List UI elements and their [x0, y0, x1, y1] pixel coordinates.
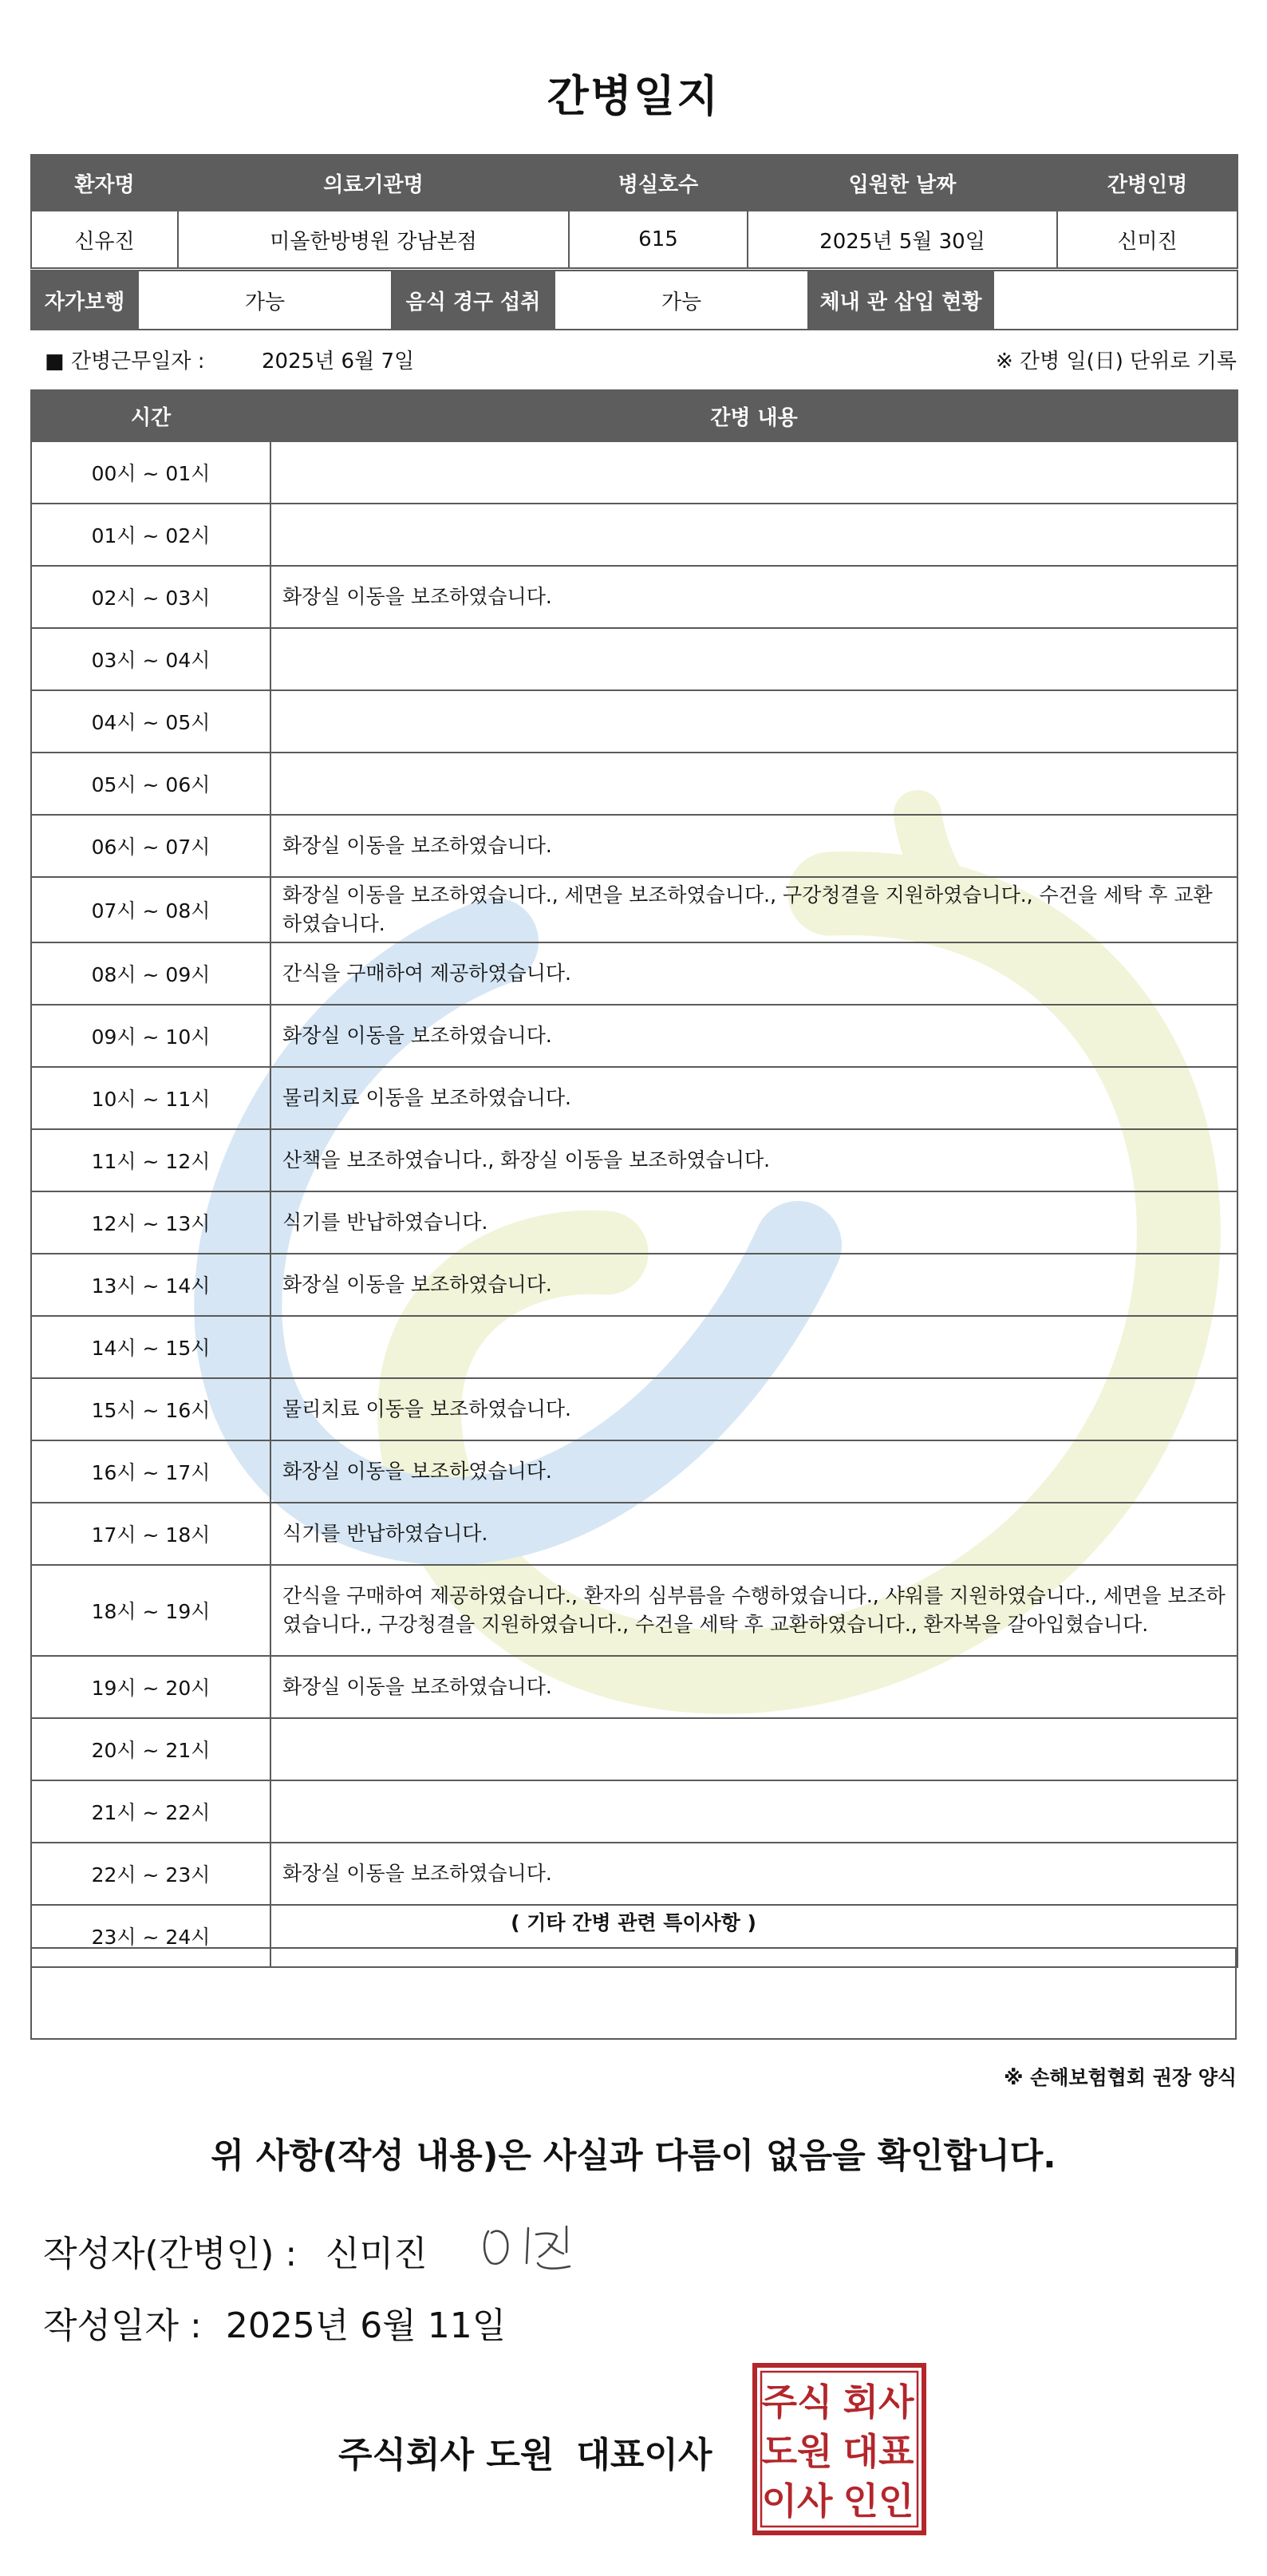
schedule-time: 01시 ~ 02시 [31, 504, 270, 566]
schedule-time: 15시 ~ 16시 [31, 1378, 270, 1440]
schedule-row [31, 628, 1237, 690]
confirmation-statement: 위 사항(작성 내용)은 사실과 다름이 없음을 확인합니다. [211, 2136, 1056, 2176]
care-schedule-table [30, 389, 1238, 1968]
company-role: 대표이사 [576, 2435, 712, 2475]
schedule-row [31, 1316, 1237, 1378]
schedule-row [31, 877, 1237, 942]
schedule-time: 12시 ~ 13시 [31, 1191, 270, 1254]
handwritten-signature [477, 2217, 589, 2281]
svg-text:이사: 이사 [761, 2479, 833, 2523]
tube-value [993, 271, 1237, 330]
schedule-content: 화장실 이동을 보조하였습니다. [270, 566, 1237, 628]
schedule-content [270, 441, 1237, 504]
work-date-label: ■ 간병근무일자 : [45, 350, 205, 373]
schedule-time: 10시 ~ 11시 [31, 1067, 270, 1129]
hospital-name: 미올한방병원 강남본점 [178, 211, 569, 268]
schedule-content: 산책을 보조하였습니다., 화장실 이동을 보조하였습니다. [270, 1129, 1237, 1191]
schedule-content: 식기를 반납하였습니다. [270, 1191, 1237, 1254]
written-date-label: 작성일자 : [43, 2305, 202, 2346]
schedule-row [31, 753, 1237, 815]
schedule-time: 18시 ~ 19시 [31, 1565, 270, 1656]
schedule-content: 화장실 이동을 보조하였습니다. [270, 1254, 1237, 1316]
schedule-row [31, 1656, 1237, 1718]
schedule-time: 09시 ~ 10시 [31, 1005, 270, 1067]
schedule-time: 05시 ~ 06시 [31, 753, 270, 815]
schedule-time: 19시 ~ 20시 [31, 1656, 270, 1718]
schedule-time: 04시 ~ 05시 [31, 690, 270, 753]
schedule-content: 물리치료 이동을 보조하였습니다. [270, 1378, 1237, 1440]
schedule-row [31, 1191, 1237, 1254]
schedule-time: 14시 ~ 15시 [31, 1316, 270, 1378]
company-name: 주식회사 도원 [338, 2435, 555, 2475]
schedule-content: 화장실 이동을 보조하였습니다. [270, 1440, 1237, 1503]
notes-box [30, 1947, 1237, 2040]
schedule-row [31, 1565, 1237, 1656]
header-room-number: 병실호수 [569, 155, 748, 211]
schedule-row [31, 566, 1237, 628]
schedule-content: 화장실 이동을 보조하였습니다., 세면을 보조하였습니다., 구강청결을 지원하였습니다., 수건을 세탁 후 교환하였습니다. [270, 877, 1237, 942]
header-time: 시간 [31, 390, 270, 441]
schedule-row [31, 1440, 1237, 1503]
schedule-time: 03시 ~ 04시 [31, 628, 270, 690]
schedule-time: 00시 ~ 01시 [31, 441, 270, 504]
schedule-row [31, 1718, 1237, 1780]
schedule-row [31, 1129, 1237, 1191]
schedule-content: 화장실 이동을 보조하였습니다. [270, 1843, 1237, 1905]
written-date-line [43, 2297, 506, 2348]
schedule-content: 화장실 이동을 보조하였습니다. [270, 1005, 1237, 1067]
schedule-time: 22시 ~ 23시 [31, 1843, 270, 1905]
page-title: 간병일지 [547, 71, 720, 121]
company-line [338, 2426, 712, 2477]
schedule-time: 20시 ~ 21시 [31, 1718, 270, 1780]
svg-text:도원: 도원 [761, 2430, 833, 2473]
schedule-time: 07시 ~ 08시 [31, 877, 270, 942]
eat-label: 음식 경구 섭취 [392, 271, 555, 330]
writer-label: 작성자(간병인) : [43, 2234, 298, 2274]
schedule-content [270, 1780, 1237, 1843]
schedule-content: 간식을 구매하여 제공하였습니다., 환자의 심부름을 수행하였습니다., 샤워를 지원하였습니다., 세면을 보조하였습니다., 구강청결을 지원하였습니다., 수건을 세탁 후 교환하였습니다., 환자복을 갈아입혔습니다. [270, 1565, 1237, 1656]
schedule-time: 02시 ~ 03시 [31, 566, 270, 628]
header-caregiver-name: 간병인명 [1057, 155, 1237, 211]
schedule-content: 화장실 이동을 보조하였습니다. [270, 1656, 1237, 1718]
schedule-row [31, 1503, 1237, 1565]
svg-text:주식: 주식 [761, 2380, 833, 2424]
schedule-time: 08시 ~ 09시 [31, 942, 270, 1005]
schedule-row [31, 441, 1237, 504]
schedule-content: 간식을 구매하여 제공하였습니다. [270, 942, 1237, 1005]
schedule-time: 16시 ~ 17시 [31, 1440, 270, 1503]
admission-date: 2025년 5월 30일 [748, 211, 1057, 268]
svg-text:대표: 대표 [843, 2430, 914, 2473]
schedule-content [270, 690, 1237, 753]
eat-value: 가능 [555, 271, 808, 330]
schedule-row [31, 1005, 1237, 1067]
schedule-content [270, 628, 1237, 690]
schedule-row [31, 690, 1237, 753]
notes-title: ( 기타 간병 관련 특이사항 ) [511, 1911, 756, 1934]
caregiver-name: 신미진 [1057, 211, 1237, 268]
work-date-value: 2025년 6월 7일 [262, 350, 415, 373]
writer-line [43, 2225, 428, 2276]
schedule-time: 21시 ~ 22시 [31, 1780, 270, 1843]
schedule-row [31, 815, 1237, 877]
schedule-time: 13시 ~ 14시 [31, 1254, 270, 1316]
schedule-content [270, 1718, 1237, 1780]
schedule-content: 식기를 반납하였습니다. [270, 1503, 1237, 1565]
schedule-time: 11시 ~ 12시 [31, 1129, 270, 1191]
schedule-content [270, 1316, 1237, 1378]
patient-info-table [30, 154, 1238, 269]
header-admission-date: 입원한 날짜 [748, 155, 1057, 211]
recommend-note: ※ 손해보험협회 권장 양식 [1004, 2066, 1237, 2089]
patient-status-table [30, 270, 1238, 330]
walk-value: 가능 [138, 271, 392, 330]
work-date-note: ※ 간병 일(日) 단위로 기록 [995, 350, 1237, 373]
schedule-content: 화장실 이동을 보조하였습니다. [270, 815, 1237, 877]
schedule-row [31, 1843, 1237, 1905]
schedule-row [31, 942, 1237, 1005]
svg-text:인인: 인인 [843, 2479, 914, 2523]
schedule-row [31, 1254, 1237, 1316]
schedule-row [31, 1780, 1237, 1843]
schedule-row [31, 1378, 1237, 1440]
header-patient-name: 환자명 [31, 155, 178, 211]
room-number: 615 [569, 211, 748, 268]
schedule-time: 17시 ~ 18시 [31, 1503, 270, 1565]
tube-label: 체내 관 삽입 현황 [808, 271, 993, 330]
walk-label: 자가보행 [31, 271, 138, 330]
written-date-value: 2025년 6월 11일 [225, 2305, 507, 2346]
schedule-content [270, 504, 1237, 566]
patient-name: 신유진 [31, 211, 178, 268]
header-care-content: 간병 내용 [270, 390, 1237, 441]
schedule-content: 물리치료 이동을 보조하였습니다. [270, 1067, 1237, 1129]
writer-name: 신미진 [326, 2234, 428, 2274]
schedule-row [31, 1067, 1237, 1129]
schedule-content [270, 753, 1237, 815]
schedule-time: 23시 ~ 24시 [31, 1905, 270, 1967]
company-seal-stamp [750, 2361, 929, 2538]
header-hospital-name: 의료기관명 [178, 155, 569, 211]
svg-text:회사: 회사 [843, 2380, 914, 2424]
schedule-time: 06시 ~ 07시 [31, 815, 270, 877]
schedule-row [31, 504, 1237, 566]
